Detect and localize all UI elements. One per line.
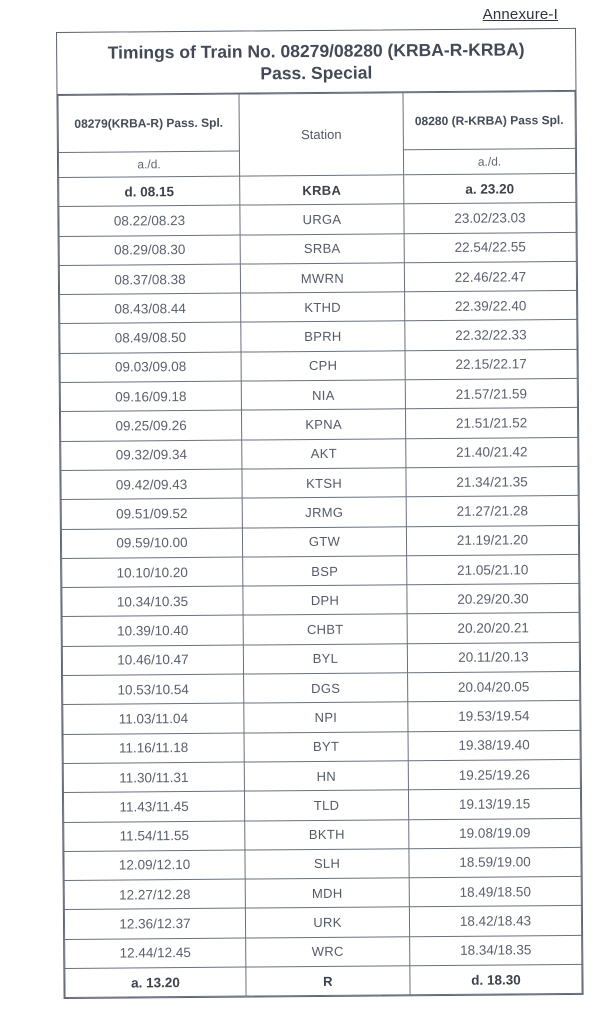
down-arr-dep-header: a./d.: [58, 151, 239, 177]
up-arr-dep-header: a./d.: [403, 148, 575, 174]
table-row: [63, 701, 580, 734]
down-time-cell: 11.43/11.45: [63, 791, 244, 822]
up-time-cell: 21.51/21.52: [405, 408, 577, 439]
station-cell: BKTH: [245, 819, 409, 850]
down-time-cell: 09.16/09.18: [60, 381, 241, 412]
table-row: [64, 847, 581, 880]
station-cell: KRBA: [240, 175, 404, 206]
station-header: Station: [239, 93, 404, 176]
station-cell: TLD: [244, 790, 408, 821]
up-time-cell: 18.42/18.43: [409, 906, 581, 937]
station-cell: HN: [244, 761, 408, 792]
timetable-sheet: [56, 28, 584, 999]
down-time-cell: 08.49/08.50: [60, 323, 241, 354]
table-row: [59, 203, 576, 236]
down-time-cell: 12.27/12.28: [64, 879, 245, 910]
up-time-cell: 18.49/18.50: [409, 877, 581, 908]
table-row: [60, 291, 577, 324]
down-time-cell: 12.44/12.45: [65, 938, 246, 969]
up-time-cell: 20.11/20.13: [407, 642, 579, 673]
down-time-cell: 10.53/10.54: [63, 674, 244, 705]
down-time-cell: 08.22/08.23: [59, 205, 240, 236]
timetable-title: [57, 29, 575, 95]
title-line-2: Pass. Special: [260, 62, 373, 84]
station-cell: NPI: [244, 702, 408, 733]
down-time-cell: 09.03/09.08: [60, 352, 241, 383]
station-cell: URGA: [240, 204, 404, 235]
title-line-1: Timings of Train No. 08279/08280 (KRBA-R-KRBA): [107, 39, 525, 63]
down-time-cell: 09.51/09.52: [61, 498, 242, 529]
station-cell: BYT: [244, 731, 408, 762]
station-cell: NIA: [241, 380, 405, 411]
table-row: [59, 261, 576, 294]
down-time-cell: 11.54/11.55: [64, 821, 245, 852]
timetable: [57, 91, 582, 998]
up-time-cell: 19.13/19.15: [408, 789, 580, 820]
table-row: [60, 408, 577, 441]
station-cell: DGS: [244, 673, 408, 704]
up-time-cell: a. 23.20: [404, 173, 576, 204]
station-cell: MWRN: [240, 263, 404, 294]
station-cell: JRMG: [242, 497, 406, 528]
table-row: [65, 964, 582, 997]
up-time-cell: 18.34/18.35: [410, 935, 582, 966]
down-time-cell: 10.46/10.47: [62, 645, 243, 676]
down-time-cell: 09.42/09.43: [61, 469, 242, 500]
station-cell: KTSH: [242, 468, 406, 499]
station-cell: URK: [245, 907, 409, 938]
down-time-cell: d. 08.15: [59, 176, 240, 207]
table-row: [61, 496, 578, 529]
up-time-cell: 19.08/19.09: [409, 818, 581, 849]
table-row: [59, 232, 576, 265]
table-row: [62, 584, 579, 617]
down-time-cell: a. 13.20: [65, 967, 246, 998]
table-row: [63, 759, 580, 792]
down-time-cell: 10.39/10.40: [62, 616, 243, 647]
table-row: [61, 466, 578, 499]
down-time-cell: 09.25/09.26: [60, 410, 241, 441]
up-time-cell: 22.15/22.17: [405, 349, 577, 380]
down-time-cell: 10.34/10.35: [62, 586, 243, 617]
table-row: [62, 554, 579, 587]
up-time-cell: 20.20/20.21: [407, 613, 579, 644]
table-row: [64, 818, 581, 851]
up-train-header: 08280 (R-KRBA) Pass Spl.: [403, 91, 575, 149]
table-row: [60, 349, 577, 382]
table-row: [63, 730, 580, 763]
table-row: [65, 935, 582, 968]
up-time-cell: 21.40/21.42: [406, 437, 578, 468]
station-cell: SRBA: [240, 233, 404, 264]
table-row: [64, 877, 581, 910]
up-time-cell: 22.54/22.55: [404, 232, 576, 263]
down-time-cell: 11.03/11.04: [63, 703, 244, 734]
table-row: [63, 671, 580, 704]
up-time-cell: 22.46/22.47: [404, 261, 576, 292]
up-time-cell: 21.34/21.35: [406, 466, 578, 497]
station-cell: GTW: [242, 526, 406, 557]
down-time-cell: 08.43/08.44: [60, 293, 241, 324]
timetable-body: [59, 173, 582, 997]
table-row: [60, 378, 577, 411]
down-time-cell: 10.10/10.20: [62, 557, 243, 588]
station-cell: KTHD: [241, 292, 405, 323]
down-time-cell: 11.30/11.31: [63, 762, 244, 793]
up-time-cell: 19.25/19.26: [408, 759, 580, 790]
up-time-cell: 19.38/19.40: [408, 730, 580, 761]
up-time-cell: 19.53/19.54: [408, 701, 580, 732]
up-time-cell: 22.32/22.33: [405, 320, 577, 351]
down-time-cell: 09.32/09.34: [61, 440, 242, 471]
station-cell: BPRH: [241, 321, 405, 352]
up-time-cell: 18.59/19.00: [409, 847, 581, 878]
down-time-cell: 12.36/12.37: [64, 908, 245, 939]
station-cell: KPNA: [241, 409, 405, 440]
table-row: [60, 320, 577, 353]
station-cell: AKT: [242, 438, 406, 469]
up-time-cell: 22.39/22.40: [405, 291, 577, 322]
annexure-label: Annexure-I: [482, 6, 558, 23]
station-cell: CHBT: [243, 614, 407, 645]
up-time-cell: 20.29/20.30: [407, 584, 579, 615]
up-time-cell: 23.02/23.03: [404, 203, 576, 234]
down-time-cell: 09.59/10.00: [61, 528, 242, 559]
up-time-cell: 21.19/21.20: [406, 525, 578, 556]
station-cell: MDH: [245, 878, 409, 909]
station-cell: CPH: [241, 351, 405, 382]
table-row: [62, 613, 579, 646]
station-cell: DPH: [243, 585, 407, 616]
table-row: [62, 642, 579, 675]
station-cell: WRC: [246, 936, 410, 967]
station-cell: SLH: [245, 849, 409, 880]
up-time-cell: 20.04/20.05: [408, 671, 580, 702]
station-cell: BYL: [243, 644, 407, 675]
down-time-cell: 11.16/11.18: [63, 733, 244, 764]
table-row: [63, 789, 580, 822]
down-time-cell: 12.09/12.10: [64, 850, 245, 881]
down-time-cell: 08.29/08.30: [59, 235, 240, 266]
station-cell: BSP: [243, 556, 407, 587]
up-time-cell: 21.57/21.59: [405, 378, 577, 409]
station-cell: R: [246, 966, 410, 997]
down-time-cell: 08.37/08.38: [59, 264, 240, 295]
table-row: [61, 437, 578, 470]
table-row: [61, 525, 578, 558]
up-time-cell: 21.05/21.10: [407, 554, 579, 585]
up-time-cell: 21.27/21.28: [406, 496, 578, 527]
up-time-cell: d. 18.30: [410, 964, 582, 995]
table-row: [59, 173, 576, 206]
table-row: [64, 906, 581, 939]
down-train-header: 08279(KRBA-R) Pass. Spl.: [58, 94, 239, 152]
